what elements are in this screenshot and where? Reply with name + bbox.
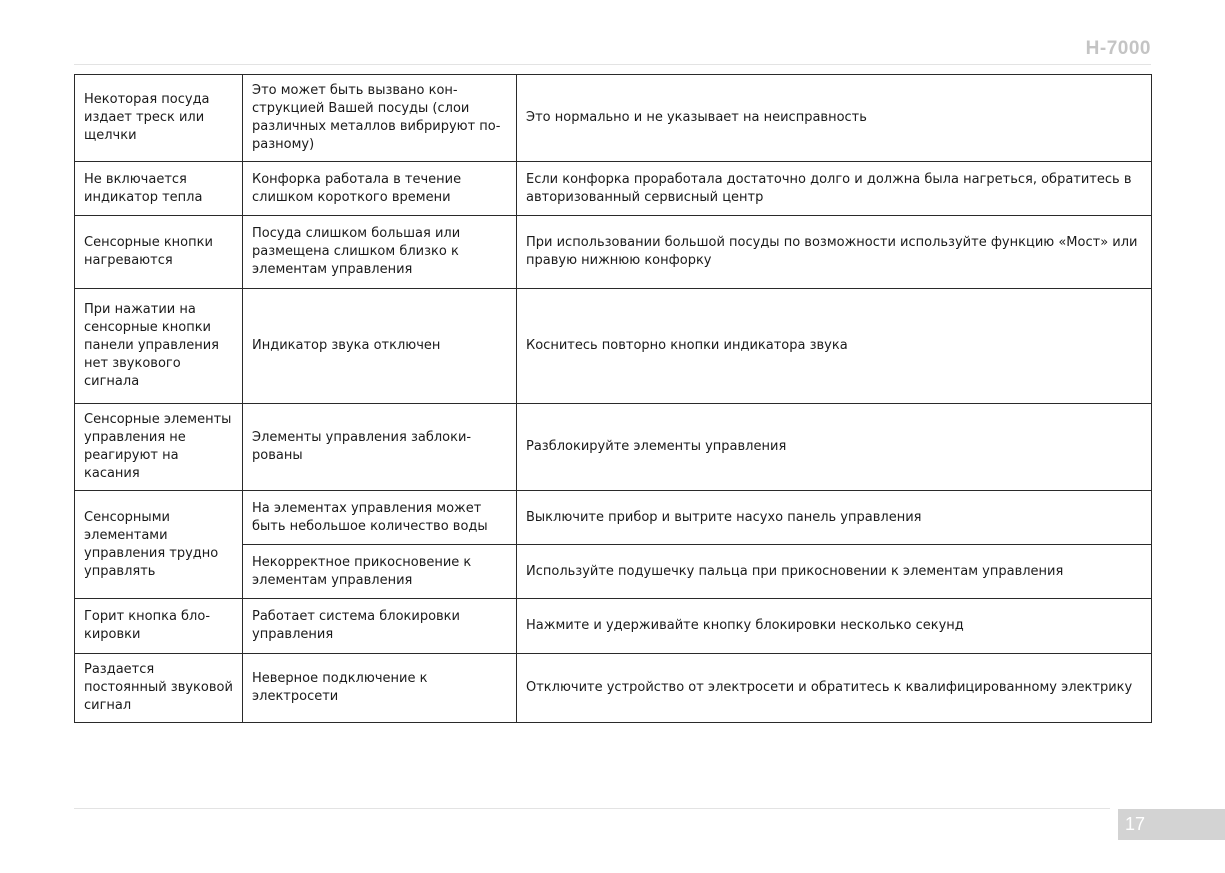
action-cell: Отключите устройство от электросети и обратитесь к квалифицированному электрику bbox=[517, 654, 1152, 723]
troubleshooting-table bbox=[74, 74, 1152, 723]
problem-cell: Некоторая посуда издает треск или щелчки bbox=[75, 75, 243, 162]
table-row bbox=[75, 75, 1152, 162]
cause-cell: Это может быть вызвано конструкцией Вашей посуды (слои различных металлов вибрируют по-разному) bbox=[243, 75, 517, 162]
problem-cell: Сенсорные кнопки нагреваются bbox=[75, 216, 243, 289]
cause-cell: Некорректное прикосновение к элементам управления bbox=[243, 545, 517, 599]
table-row bbox=[75, 404, 1152, 491]
cause-cell: На элементах управления может быть небольшое количество воды bbox=[243, 491, 517, 545]
problem-cell: Раздается постоянный звуковой сигнал bbox=[75, 654, 243, 723]
cause-cell: Посуда слишком большая или размещена слишком близко к элементам управления bbox=[243, 216, 517, 289]
cause-cell: Конфорка работала в течение слишком короткого времени bbox=[243, 162, 517, 216]
table-row bbox=[75, 599, 1152, 654]
table-row bbox=[75, 289, 1152, 404]
action-cell: Выключите прибор и вытрите насухо панель управления bbox=[517, 491, 1152, 545]
cause-cell: Неверное подключение к электросети bbox=[243, 654, 517, 723]
action-cell: Разблокируйте элементы управления bbox=[517, 404, 1152, 491]
problem-cell: Не включается индикатор тепла bbox=[75, 162, 243, 216]
table-row bbox=[75, 491, 1152, 545]
table-row bbox=[75, 654, 1152, 723]
action-cell: Используйте подушечку пальца при прикосновении к элементам управления bbox=[517, 545, 1152, 599]
problem-cell: Сенсорные элементы управления не реагируют на касания bbox=[75, 404, 243, 491]
cause-cell: Элементы управления заблокированы bbox=[243, 404, 517, 491]
problem-cell: При нажатии на сенсорные кнопки панели управления нет звукового сигнала bbox=[75, 289, 243, 404]
header-divider bbox=[74, 64, 1151, 65]
cause-cell: Индикатор звука отключен bbox=[243, 289, 517, 404]
model-name: H-7000 bbox=[1085, 38, 1151, 59]
action-cell: Это нормально и не указывает на неисправность bbox=[517, 75, 1152, 162]
action-cell: Нажмите и удерживайте кнопку блокировки несколько секунд bbox=[517, 599, 1152, 654]
page-number-badge bbox=[1118, 809, 1225, 840]
action-cell: При использовании большой посуды по возможности используйте функцию «Мост» или правую нижнюю конфорку bbox=[517, 216, 1152, 289]
cause-cell: Работает система блокировки управления bbox=[243, 599, 517, 654]
page-number: 17 bbox=[1125, 814, 1146, 834]
footer-divider bbox=[74, 808, 1110, 809]
action-cell: Если конфорка проработала достаточно долго и должна была нагреться, обратитесь в авторизованный сервисный центр bbox=[517, 162, 1152, 216]
table-row bbox=[75, 216, 1152, 289]
action-cell: Коснитесь повторно кнопки индикатора звука bbox=[517, 289, 1152, 404]
problem-cell: Горит кнопка блокировки bbox=[75, 599, 243, 654]
problem-cell: Сенсорными элементами управления трудно управлять bbox=[75, 491, 243, 599]
table-row bbox=[75, 162, 1152, 216]
